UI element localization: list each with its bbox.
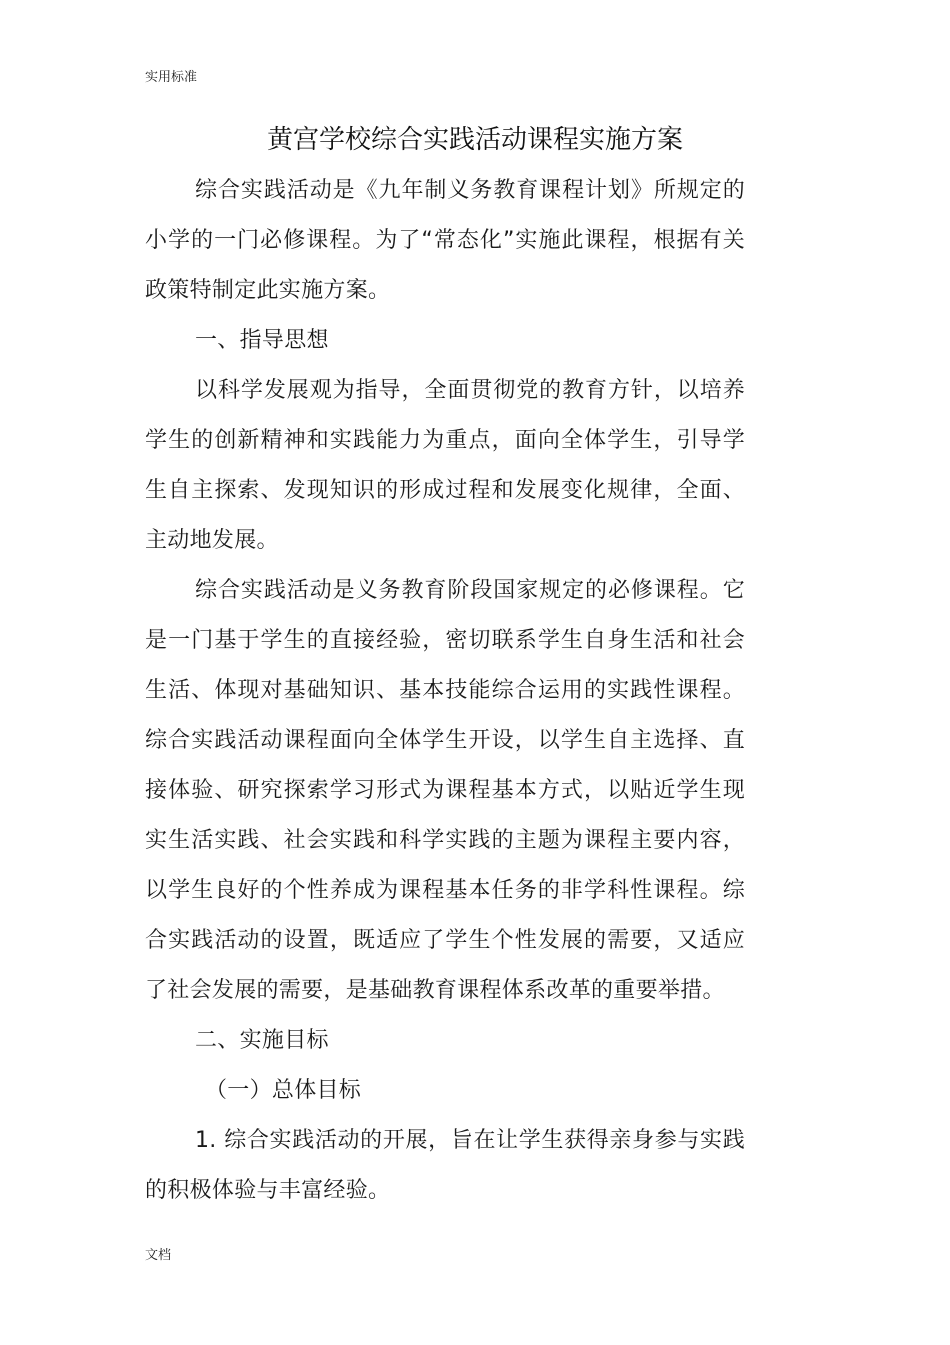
course-description-paragraph: 综合实践活动是义务教育阶段国家规定的必修课程。它是一门基于学生的直接经验，密切联系学生自身生活和社会生活、体现对基础知识、基本技能综合运用的实践性课程。综合实践活动课程面向全体学生开设，以学生自主选择、直接体验、研究探索学习形式为课程基本方式，以贴近学生现实生活实践、社会实践和科学实践的主题为课程主要内容，以学生良好的个性养成为课程基本任务的非学科性课程。综合实践活动的设置，既适应了学生个性发展的需要，又适应了社会发展的需要，是基础教育课程体系改革的重要举措。 bbox=[145, 578, 745, 1003]
section-heading-implementation-goals: 二、实施目标 bbox=[195, 1028, 329, 1053]
page-footer-label: 文档 bbox=[145, 1248, 172, 1263]
page-header-label: 实用标准 bbox=[145, 70, 198, 85]
intro-paragraph: 综合实践活动是《九年制义务教育课程计划》所规定的小学的一门必修课程。为了“常态化”实施此课程，根据有关政策特制定此实施方案。 bbox=[145, 178, 745, 303]
document-title: 黄宫学校综合实践活动课程实施方案 bbox=[266, 125, 683, 155]
goal-item-1: 1. 综合实践活动的开展，旨在让学生获得亲身参与实践的积极体验与丰富经验。 bbox=[145, 1128, 745, 1203]
document-body bbox=[145, 166, 745, 1216]
guiding-ideology-paragraph: 以科学发展观为指导，全面贯彻党的教育方针，以培养学生的创新精神和实践能力为重点，面向全体学生，引导学生自主探索、发现知识的形成过程和发展变化规律，全面、主动地发展。 bbox=[145, 378, 745, 553]
subsection-heading-overall-goals: （一）总体目标 bbox=[205, 1078, 362, 1103]
section-heading-guiding-ideology: 一、指导思想 bbox=[195, 328, 329, 353]
